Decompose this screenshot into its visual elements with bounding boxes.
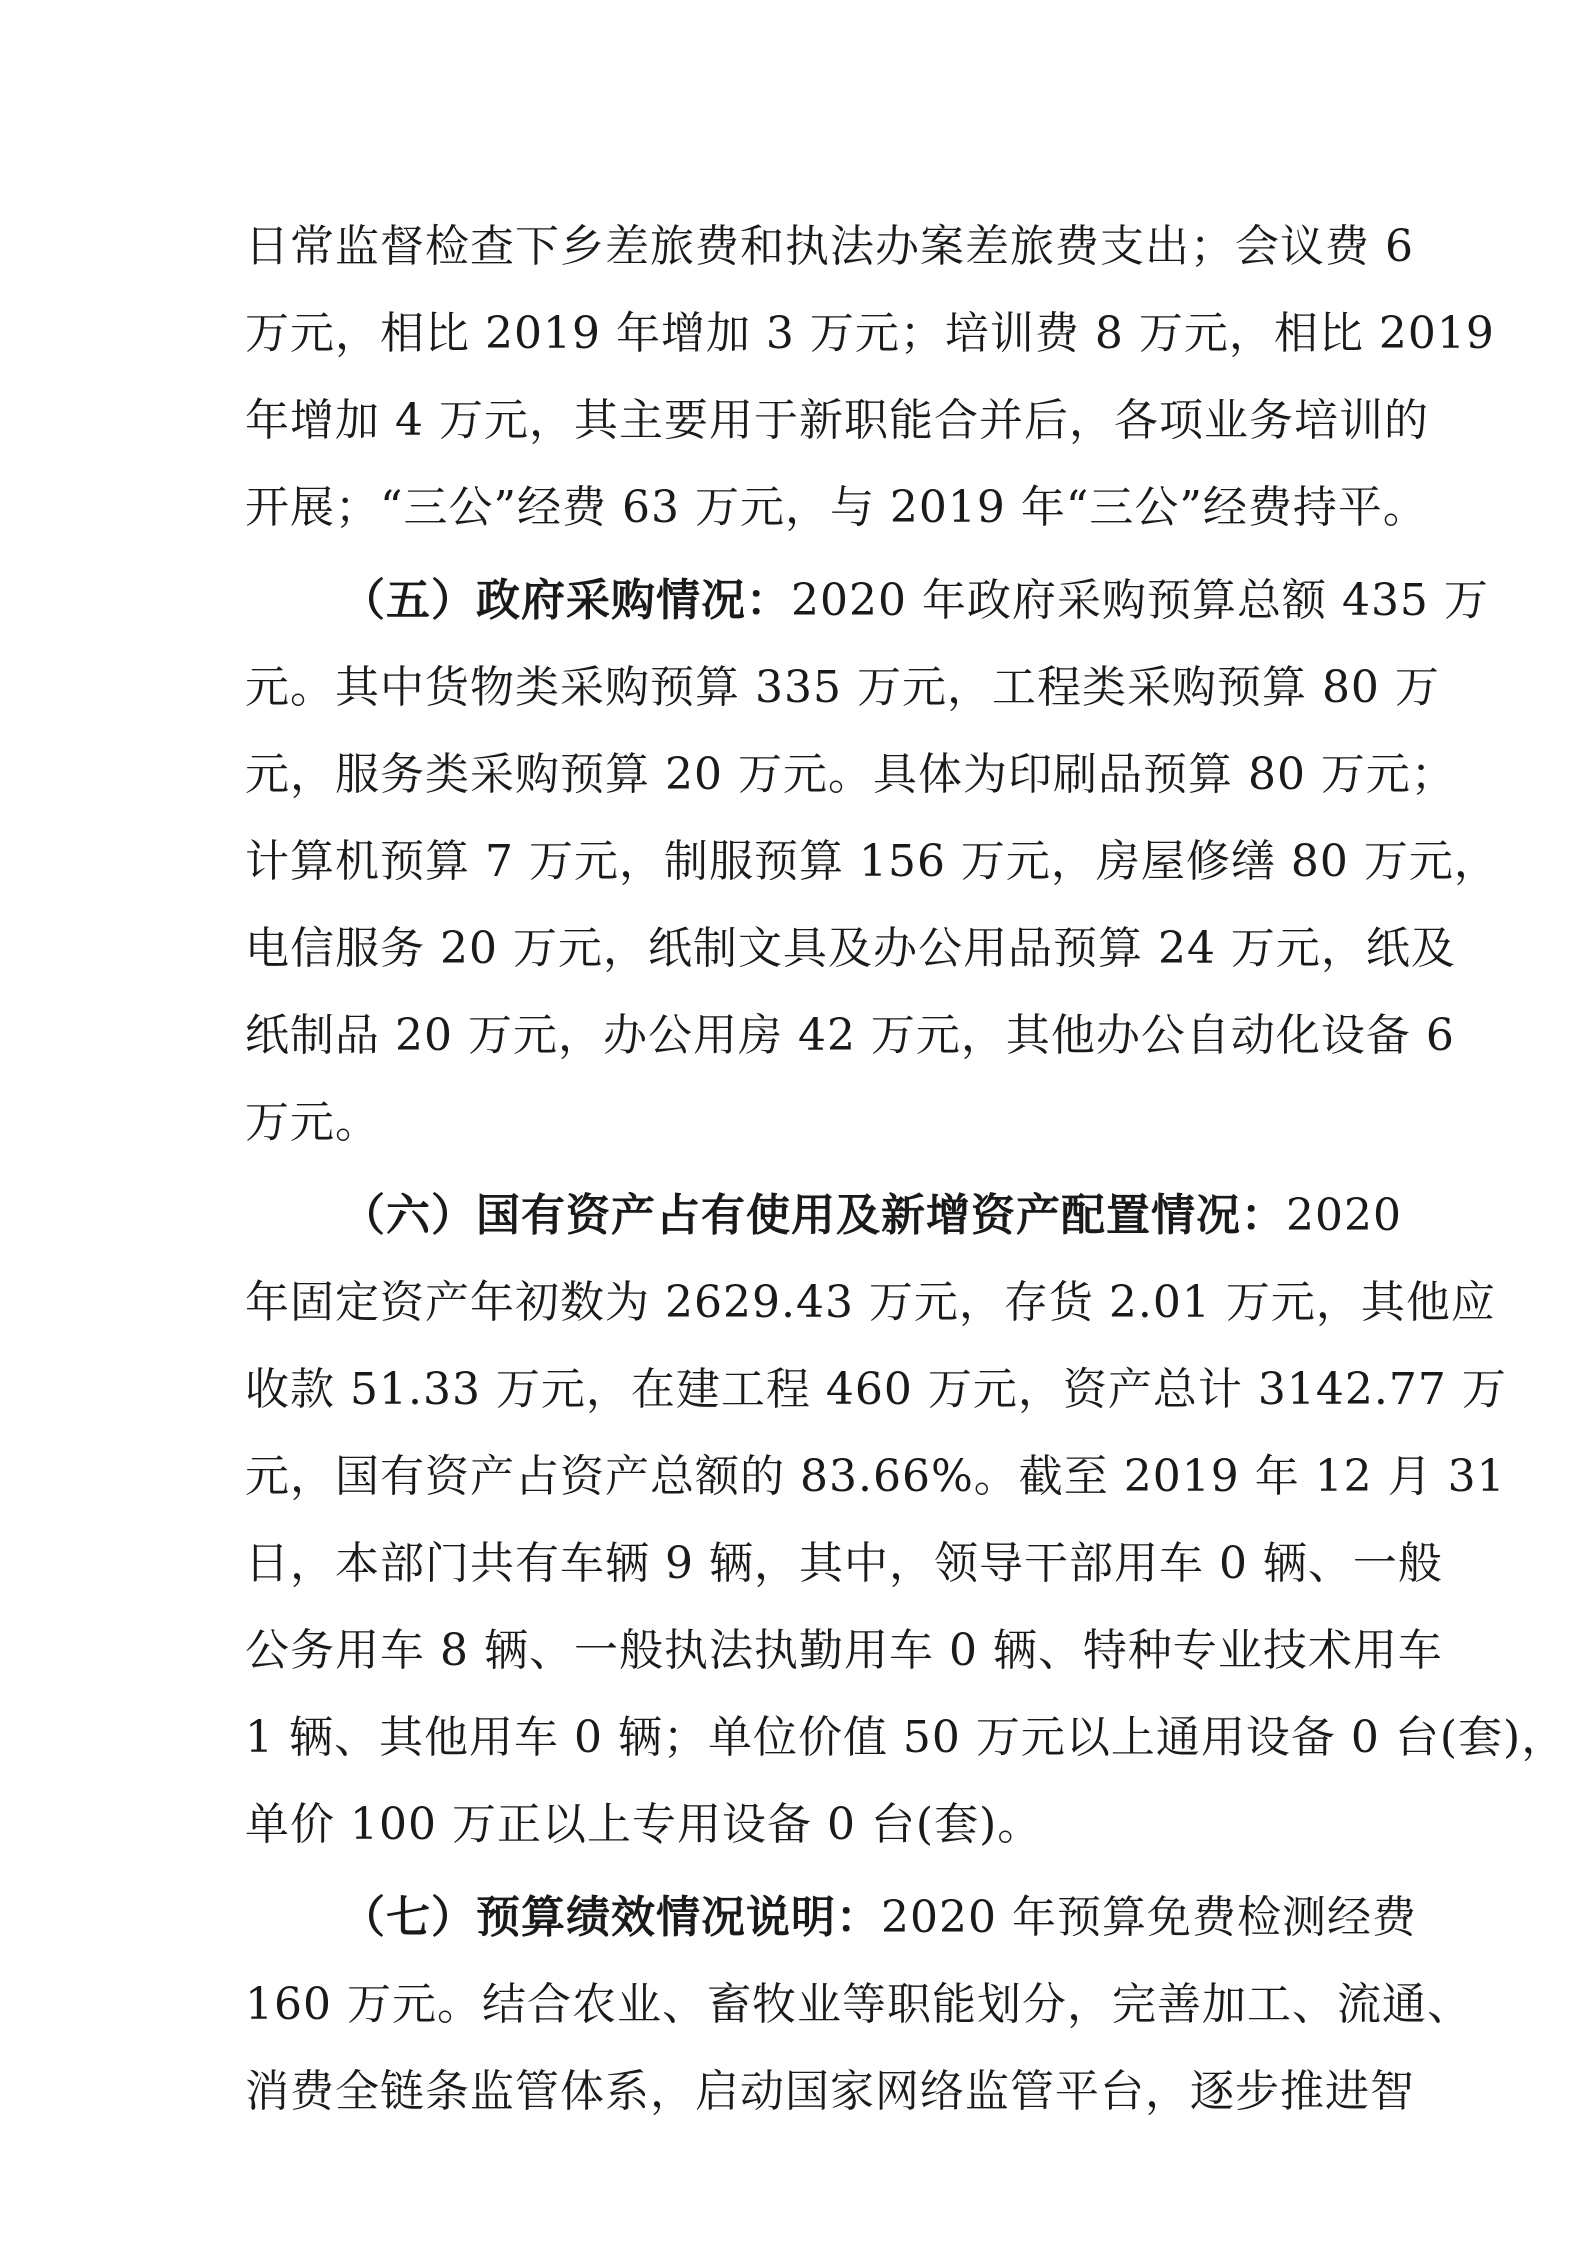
- paragraph-state-assets: [245, 1172, 1567, 1868]
- text-run: 2020 年预算免费检测经费: [881, 1892, 1417, 1943]
- text-line: 消费全链条监管体系，启动国家网络监管平台，逐步推进智: [245, 2066, 1415, 2117]
- text-line: 元，服务类采购预算 20 万元。具体为印刷品预算 80 万元；: [245, 749, 1456, 800]
- text-line: 1 辆、其他用车 0 辆；单位价值 50 万元以上通用设备 0 台(套)，: [245, 1712, 1567, 1763]
- paragraph-budget-performance: [245, 1874, 1472, 2135]
- section-heading-performance: （七）预算绩效情况说明：: [341, 1892, 881, 1943]
- text-line: 单价 100 万正以上专用设备 0 台(套)。: [245, 1799, 1043, 1850]
- section-heading-procurement: （五）政府采购情况：: [341, 575, 791, 626]
- text-run: 2020 年政府采购预算总额 435 万: [791, 575, 1489, 626]
- text-line: 电信服务 20 万元，纸制文具及办公用品预算 24 万元，纸及: [245, 923, 1456, 974]
- paragraph-first-line: [245, 1172, 1402, 1259]
- text-run: 2020: [1286, 1190, 1402, 1241]
- text-line: 元，国有资产占资产总额的 83.66%。截至 2019 年 12 月 31: [245, 1451, 1506, 1502]
- text-line: 计算机预算 7 万元，制服预算 156 万元，房屋修缮 80 万元，: [245, 836, 1499, 887]
- text-line: 元。其中货物类采购预算 335 万元，工程类采购预算 80 万: [245, 662, 1440, 713]
- text-line: 万元，相比 2019 年增加 3 万元；培训费 8 万元，相比 2019: [245, 308, 1495, 359]
- text-line: 纸制品 20 万元，办公用房 42 万元，其他办公自动化设备 6: [245, 1010, 1455, 1061]
- text-line: 开展；“三公”经费 63 万元，与 2019 年“三公”经费持平。: [245, 482, 1428, 533]
- text-line: 公务用车 8 辆、一般执法执勤用车 0 辆、特种专业技术用车: [245, 1625, 1443, 1676]
- paragraph-travel-meeting-training: [245, 203, 1495, 551]
- text-line: 年固定资产年初数为 2629.43 万元，存货 2.01 万元，其他应: [245, 1277, 1496, 1328]
- section-heading-assets: （六）国有资产占有使用及新增资产配置情况：: [341, 1190, 1286, 1241]
- text-line: 日常监督检查下乡差旅费和执法办案差旅费支出；会议费 6: [245, 221, 1414, 272]
- paragraph-first-line: [245, 557, 1489, 644]
- text-line: 日，本部门共有车辆 9 辆，其中，领导干部用车 0 辆、一般: [245, 1538, 1443, 1589]
- text-line: 收款 51.33 万元，在建工程 460 万元，资产总计 3142.77 万: [245, 1364, 1507, 1415]
- paragraph-first-line: [245, 1874, 1417, 1961]
- paragraph-government-procurement: [245, 557, 1499, 1166]
- text-line: 年增加 4 万元，其主要用于新职能合并后，各项业务培训的: [245, 395, 1429, 446]
- text-line: 万元。: [245, 1097, 380, 1148]
- document-page: [245, 203, 1567, 2135]
- text-line: 160 万元。结合农业、畜牧业等职能划分，完善加工、流通、: [245, 1979, 1472, 2030]
